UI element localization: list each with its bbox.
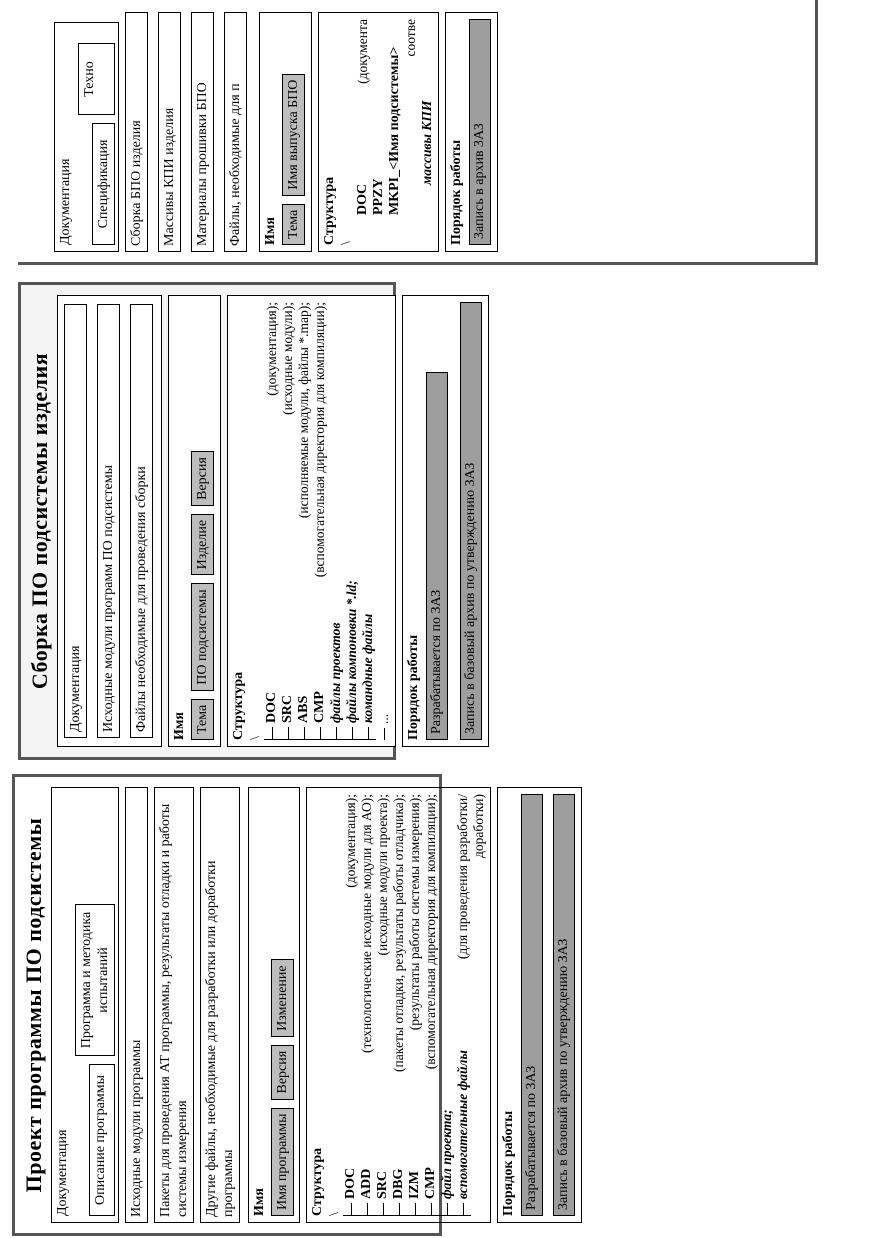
structure-desc: (пакеты отладки, результаты работы отладчика); bbox=[391, 794, 406, 1072]
name-chip-version: Версия bbox=[191, 451, 214, 506]
structure-extra-desc: (для проведения разработки/доработки) bbox=[455, 794, 486, 960]
structure-row bbox=[280, 302, 296, 740]
structure-extra: ... bbox=[376, 713, 391, 724]
structure-root: \ bbox=[339, 241, 354, 245]
structure-row bbox=[387, 19, 403, 245]
structure-row bbox=[328, 302, 344, 740]
structure-desc: (вспомогательная директория для компиляции); bbox=[423, 794, 438, 1070]
name-chip-subsystem: ПО подсистемы bbox=[191, 583, 214, 690]
doc-item-program-description: Описание программы bbox=[89, 1064, 115, 1216]
structure-row bbox=[360, 302, 376, 740]
procedure-group bbox=[402, 295, 489, 747]
structure-group bbox=[318, 12, 439, 252]
documentation-group bbox=[54, 22, 119, 252]
kpi-arrays-box: Массивы КПИ изделия bbox=[158, 12, 181, 252]
procedure-step: Запись в базовый архив по утверждению ЗАЗ bbox=[460, 302, 482, 740]
name-chip-release-name: Имя выпуска БПО bbox=[282, 74, 305, 196]
structure-group bbox=[227, 295, 396, 747]
structure-row bbox=[344, 302, 360, 740]
procedure-label: Порядок работы bbox=[501, 1110, 516, 1216]
structure-extra: командные файлы bbox=[360, 613, 375, 723]
panel-title: Проект программы ПО подсистемы bbox=[21, 817, 46, 1193]
panel-program-project bbox=[12, 774, 571, 1236]
required-files-box: Файлы, необходимые для п bbox=[224, 12, 247, 252]
files-group bbox=[57, 295, 162, 747]
structure-desc: (исполняемые модули, файлы *.map); bbox=[296, 302, 311, 519]
panel-title: Сборка ПО подсистемы изделия bbox=[27, 352, 52, 690]
structure-code: DOC bbox=[355, 183, 370, 215]
name-group bbox=[248, 787, 300, 1223]
structure-desc: соотве bbox=[403, 19, 418, 57]
name-chip-change: Изменение bbox=[271, 959, 294, 1036]
other-files-box: Другие файлы, необходимые для разработки или доработки программы bbox=[200, 787, 240, 1223]
structure-row bbox=[264, 302, 280, 740]
structure-code: CMP bbox=[312, 691, 327, 723]
structure-code: DBG bbox=[391, 1168, 406, 1199]
documentation-box: Документация bbox=[64, 304, 87, 738]
name-label: Имя bbox=[172, 712, 187, 740]
name-chip-product: Изделие bbox=[191, 514, 214, 575]
structure-code: SRC bbox=[280, 694, 295, 723]
structure-code: IZM bbox=[407, 1171, 422, 1199]
procedure-step: Запись в архив ЗАЗ bbox=[469, 19, 491, 245]
structure-row bbox=[359, 794, 375, 1216]
structure-code: SRC bbox=[375, 1170, 390, 1199]
structure-code: DOC bbox=[264, 691, 279, 723]
structure-root: \ bbox=[248, 736, 263, 740]
structure-row bbox=[439, 794, 455, 1216]
documentation-label: Документация bbox=[55, 1129, 70, 1216]
documentation-label: Документация bbox=[58, 158, 73, 245]
structure-row bbox=[371, 19, 387, 245]
name-group bbox=[259, 12, 312, 252]
structure-row bbox=[403, 19, 419, 245]
panel-title bbox=[18, 0, 54, 252]
assembly-files-box: Файлы необходимые для проведения сборки bbox=[130, 304, 153, 738]
structure-row bbox=[423, 794, 439, 1216]
structure-extra: файлы компоновки *.ld; bbox=[344, 580, 359, 723]
doc-item-specification: Спецификация bbox=[92, 123, 115, 245]
structure-row bbox=[312, 302, 328, 740]
structure-row bbox=[391, 794, 407, 1216]
procedure-label: Порядок работы bbox=[406, 634, 421, 740]
structure-desc: (вспомогательная директория для компиляции); bbox=[312, 302, 327, 578]
procedure-group bbox=[445, 12, 498, 252]
structure-row bbox=[355, 19, 371, 245]
name-chip-topic: Тема bbox=[282, 204, 305, 245]
structure-row bbox=[419, 19, 435, 245]
structure-row bbox=[375, 794, 391, 1216]
name-group bbox=[168, 295, 221, 747]
procedure-step: Разрабатывается по ЗАЗ bbox=[521, 794, 543, 1216]
structure-code: ABS bbox=[296, 695, 311, 723]
structure-extra: вспомогательные файлы bbox=[455, 1050, 470, 1199]
panel-bpo-release bbox=[18, 0, 818, 265]
doc-item-test-methodology: Программа и методика испытаний bbox=[75, 904, 115, 1056]
structure-code: MKPI_<Имя подсистемы> bbox=[387, 46, 402, 215]
structure-row bbox=[376, 302, 392, 740]
structure-label: Структура bbox=[322, 176, 337, 245]
structure-root: \ bbox=[327, 1212, 342, 1216]
doc-item-technology: Техно bbox=[78, 43, 115, 115]
structure-row bbox=[407, 794, 423, 1216]
structure-group bbox=[306, 787, 491, 1223]
procedure-group bbox=[497, 787, 582, 1223]
panel-subsystem-assembly bbox=[18, 282, 478, 760]
structure-code: DOC bbox=[343, 1167, 358, 1199]
structure-extra: файлы проектов bbox=[328, 622, 343, 723]
structure-desc: (документа bbox=[355, 19, 370, 84]
procedure-label: Порядок работы bbox=[449, 139, 464, 245]
structure-desc: (исходные модули); bbox=[280, 302, 295, 415]
structure-extra: массивы КПИ bbox=[419, 100, 434, 185]
structure-desc: (документация); bbox=[264, 302, 279, 396]
structure-desc: (документация); bbox=[343, 794, 358, 888]
structure-desc: (технологические исходные модули для АО); bbox=[359, 794, 374, 1053]
name-label: Имя bbox=[263, 217, 278, 245]
structure-code: CMP bbox=[423, 1167, 438, 1199]
name-chip-program-name: Имя программы bbox=[271, 1108, 294, 1216]
structure-code: ADD bbox=[359, 1168, 374, 1199]
structure-extra: файл проекта; bbox=[439, 1109, 454, 1199]
procedure-step: Разрабатывается по ЗАЗ bbox=[426, 372, 448, 740]
bpo-assembly-box: Сборка БПО изделия bbox=[125, 12, 148, 252]
documentation-group bbox=[51, 787, 119, 1223]
structure-row bbox=[296, 302, 312, 740]
structure-row bbox=[343, 794, 359, 1216]
test-packages-box: Пакеты для проведения АТ программы, результаты отладки и работы системы измерения bbox=[154, 787, 194, 1223]
structure-label: Структура bbox=[231, 671, 246, 740]
structure-desc: (исходные модули проекта); bbox=[375, 794, 390, 956]
structure-label: Структура bbox=[310, 1147, 325, 1216]
name-chip-version: Версия bbox=[271, 1045, 294, 1100]
structure-desc: (результаты работы системы измерения); bbox=[407, 794, 422, 1031]
source-modules-box: Исходные модули программ ПО подсистемы bbox=[97, 304, 120, 738]
firmware-materials-box: Материалы прошивки БПО bbox=[191, 12, 214, 252]
structure-code: PPZY bbox=[371, 178, 386, 215]
source-modules-box: Исходные модули программы bbox=[125, 787, 148, 1223]
structure-row bbox=[455, 794, 487, 1216]
procedure-step: Запись в базовый архив по утверждению ЗАЗ bbox=[553, 794, 575, 1216]
name-chip-topic: Тема bbox=[191, 699, 214, 740]
name-label: Имя bbox=[252, 1188, 267, 1216]
